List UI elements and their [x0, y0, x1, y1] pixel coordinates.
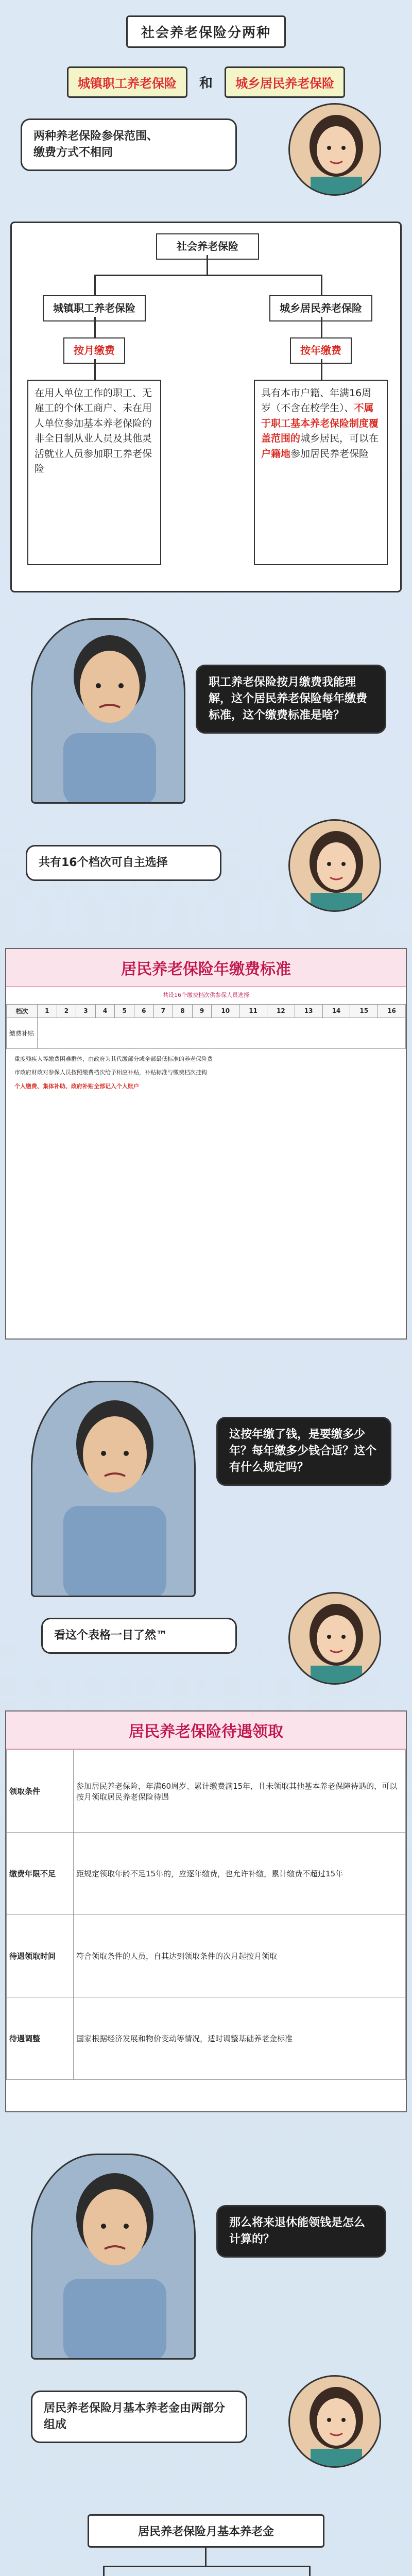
table-benefit-receipt — [5, 1710, 407, 2112]
q2-bubble: 这按年缴了钱，是要缴多少年？每年缴多少钱合适？这个有什么规定吗？ — [216, 1417, 391, 1486]
tag-urban-worker: 城镇职工养老保险 — [67, 66, 187, 98]
man-avatar-2 — [31, 1381, 196, 1597]
woman-avatar-3 — [288, 1592, 381, 1685]
table1-subtitle: 共设16个缴费档次供参保人员选择 — [163, 992, 249, 998]
diagram-root: 社会养老保险 — [156, 233, 259, 260]
q3-bubble: 那么将来退休能领钱是怎么计算的？ — [216, 2205, 386, 2258]
table1-grid: 档次 1 2 3 4 5 6 7 8 9 10 11 12 13 14 15 16 缴费补贴 — [6, 1004, 406, 1049]
table2-grid: 领取条件 参加居民养老保险，年满60周岁、累计缴费满15年，且未领取其他基本养老保障待遇的，可以按月领取居民养老保险待遇 缴费年限不足 距规定领取年龄不足15年的，应逐年缴费，也允许补缴，累计缴费不超过15年 待遇领取时间 符合领取条件的人员，自其达到领取条件的次月起按月领取 待遇调整 国家根据经济发展和物价变动等情况，适时调整基础养老金标准 — [6, 1750, 406, 2080]
woman-avatar — [288, 103, 381, 196]
a2-bubble: 看这个表格一目了然™ — [41, 1618, 237, 1654]
tag-urban-rural: 城乡居民养老保险 — [225, 66, 345, 98]
man-avatar-3 — [31, 2154, 196, 2360]
table1-note-2: 市政府财政对参保人员按照缴费档次给予相应补贴，补贴标准与缴费档次挂钩 — [14, 1069, 207, 1076]
table1-note-3: 个人缴费、集体补助、政府补贴全部记入个人账户 — [14, 1082, 139, 1090]
table-yearly-standard — [5, 948, 407, 1340]
a1-bubble: 共有16个档次可自主选择 — [26, 845, 221, 881]
man-avatar-1 — [31, 618, 185, 804]
formula-top: 居民养老保险月基本养老金 — [88, 2514, 324, 2548]
insurance-diagram — [10, 222, 402, 592]
urban-rural-desc: 具有本市户籍、年满16周岁（不含在校学生）、不属于职工基本养老保险制度覆盖范围的城乡居民，可以在户籍地参加居民养老保险 — [254, 380, 388, 565]
woman-avatar-2 — [288, 819, 381, 912]
header-section — [0, 15, 412, 98]
a3-bubble: 居民养老保险月基本养老金由两部分组成 — [31, 2391, 247, 2443]
diagram-urban-worker: 城镇职工养老保险 — [43, 295, 146, 321]
woman-avatar-4 — [288, 2375, 381, 2468]
table1-note-1: 重度残疾人等缴费困难群体，由政府为其代缴部分或全部最低标准的养老保险费 — [14, 1055, 213, 1062]
monthly-pay-label: 按月缴费 — [63, 337, 125, 364]
diagram-urban-rural: 城乡居民养老保险 — [269, 295, 372, 321]
table1-title: 居民养老保险年缴费标准 — [6, 949, 406, 987]
intro-bubble: 两种养老保险参保范围、 缴费方式不相同 — [21, 118, 237, 171]
urban-worker-desc: 在用人单位工作的职工、无雇工的个体工商户、未在用人单位参加基本养老保险的非全日制从业人员及其他灵活就业人员参加职工养老保险 — [27, 380, 161, 565]
yearly-pay-label: 按年缴费 — [290, 337, 352, 364]
and-text: 和 — [199, 76, 213, 91]
page-title: 社会养老保险分两种 — [126, 15, 286, 48]
table2-title: 居民养老保险待遇领取 — [6, 1711, 406, 1750]
q1-bubble: 职工养老保险按月缴费我能理解，这个居民养老保险每年缴费标准，这个缴费标准是啥？ — [196, 665, 386, 734]
